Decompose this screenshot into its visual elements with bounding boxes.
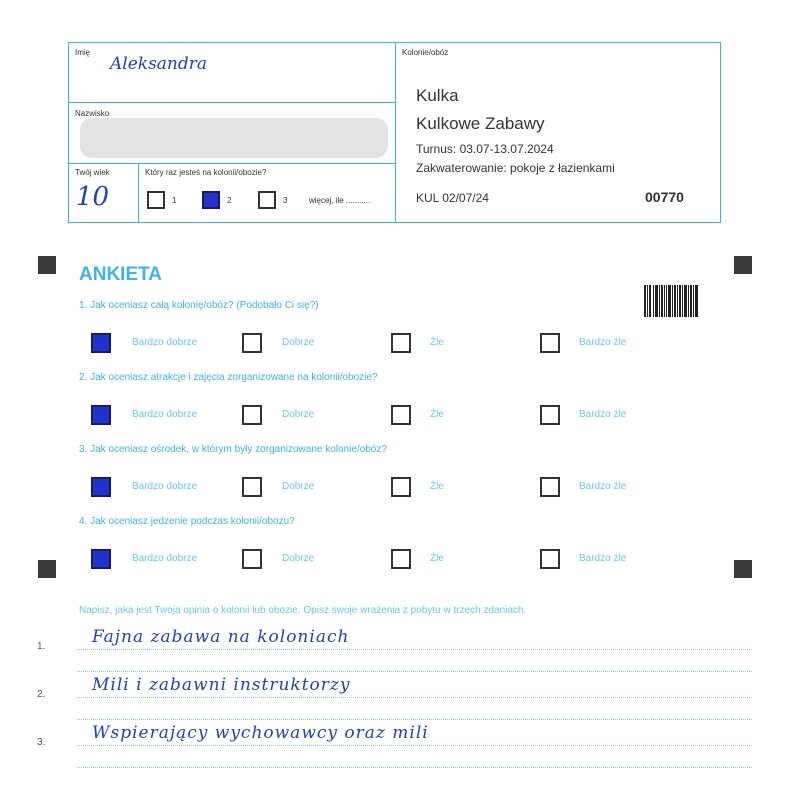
question-4-option-1-label: Bardzo dobrze [132,553,198,564]
question-3-option-3-label: Źle [430,481,444,492]
question-1-option-2-label: Dobrze [282,337,315,348]
camp-title: Kulkowe Zabawy [416,114,545,133]
question-3-option-3-checkbox[interactable] [391,477,411,497]
question-3-option-4-label: Bardzo źle [579,481,627,492]
question-1-option-3-label: Źle [430,337,444,348]
times-option-3-label: 3 [283,196,288,205]
question-2-option-1-label: Bardzo dobrze [132,409,198,420]
opinion-line-1-rule-2 [77,671,752,672]
camp-name: Kulka [416,86,459,105]
question-3-option-1-checkbox[interactable] [91,477,111,497]
question-2-option-2-checkbox[interactable] [242,405,262,425]
age-value[interactable]: 10 [76,182,110,212]
age-divider [138,163,139,223]
first-name-label: Imię [75,48,91,57]
opinion-line-2-text[interactable]: Mili i zabawni instruktorzy [92,675,351,695]
opinion-line-2-number: 2. [37,689,46,700]
age-label: Twój wiek [75,168,110,177]
times-option-1-checkbox[interactable] [147,191,165,209]
opinion-prompt: Napisz, jaka jest Twoja opinia o kolonii lub obozie. Opisz swoje wrażenia z pobytu w trzech zdaniach. [79,605,527,616]
question-2-option-4-label: Bardzo źle [579,409,627,420]
accommodation-text: Zakwaterowanie: pokoje z łazienkami [416,161,615,175]
question-2-option-1-checkbox[interactable] [91,405,111,425]
question-1-option-1-label: Bardzo dobrze [132,337,198,348]
question-1-text: 1. Jak oceniasz całą kolonię/obóz? (Podobało Ci się?) [79,300,319,311]
camp-label: Kolonie/obóz [402,48,449,57]
opinion-line-2-rule-1 [77,697,752,698]
question-1-option-4-checkbox[interactable] [540,333,560,353]
registration-marker-bottom-left [38,560,56,578]
barcode [644,285,698,317]
question-1-option-1-checkbox[interactable] [91,333,111,353]
question-1-option-2-checkbox[interactable] [242,333,262,353]
redacted-surname [80,118,388,158]
surname-divider [68,163,396,164]
question-3-option-2-checkbox[interactable] [242,477,262,497]
question-2-option-3-checkbox[interactable] [391,405,411,425]
question-1-option-4-label: Bardzo źle [579,337,627,348]
question-4-option-2-checkbox[interactable] [242,549,262,569]
opinion-line-3-number: 3. [37,737,46,748]
question-4-option-2-label: Dobrze [282,553,315,564]
turnus-text: Turnus: 03.07-13.07.2024 [416,142,554,156]
opinion-line-1-text[interactable]: Fajna zabawa na koloniach [92,627,350,647]
question-3-text: 3. Jak oceniasz ośrodek, w którym były zorganizowane kolonie/obóz? [79,444,387,455]
times-more-label: więcej, ile ........... [309,196,371,205]
question-3-option-4-checkbox[interactable] [540,477,560,497]
times-option-3-checkbox[interactable] [258,191,276,209]
question-4-option-3-label: Źle [430,553,444,564]
last-name-label: Nazwisko [75,109,110,118]
registration-marker-top-right [734,256,752,274]
registration-marker-top-left [38,256,56,274]
question-3-option-1-label: Bardzo dobrze [132,481,198,492]
times-option-1-label: 1 [172,196,177,205]
opinion-line-3-text[interactable]: Wspierający wychowawcy oraz mili [92,723,429,743]
question-4-option-4-checkbox[interactable] [540,549,560,569]
form-number: 00770 [645,189,684,205]
question-2-text: 2. Jak oceniasz atrakcje i zajęcia zorganizowane na kolonii/obozie? [79,372,378,383]
question-4-option-4-label: Bardzo źle [579,553,627,564]
times-label: Który raz jesteś na kolonii/obozie? [145,168,267,177]
question-2-option-4-checkbox[interactable] [540,405,560,425]
question-2-option-3-label: Źle [430,409,444,420]
opinion-line-3-rule-1 [77,745,752,746]
opinion-line-1-number: 1. [37,641,46,652]
camp-code: KUL 02/07/24 [416,191,489,205]
question-4-option-1-checkbox[interactable] [91,549,111,569]
times-option-2-label: 2 [227,196,232,205]
times-option-2-checkbox[interactable] [202,191,220,209]
survey-title: ANKIETA [79,264,163,285]
name-divider [68,102,396,103]
question-3-option-2-label: Dobrze [282,481,315,492]
opinion-line-3-rule-2 [77,767,752,768]
question-4-option-3-checkbox[interactable] [391,549,411,569]
opinion-line-2-rule-2 [77,719,752,720]
question-1-option-3-checkbox[interactable] [391,333,411,353]
question-2-option-2-label: Dobrze [282,409,315,420]
first-name-value[interactable]: Aleksandra [110,54,208,74]
registration-marker-bottom-right [734,560,752,578]
question-4-text: 4. Jak oceniasz jedzenie podczas kolonii/obozu? [79,516,295,527]
opinion-line-1-rule-1 [77,649,752,650]
